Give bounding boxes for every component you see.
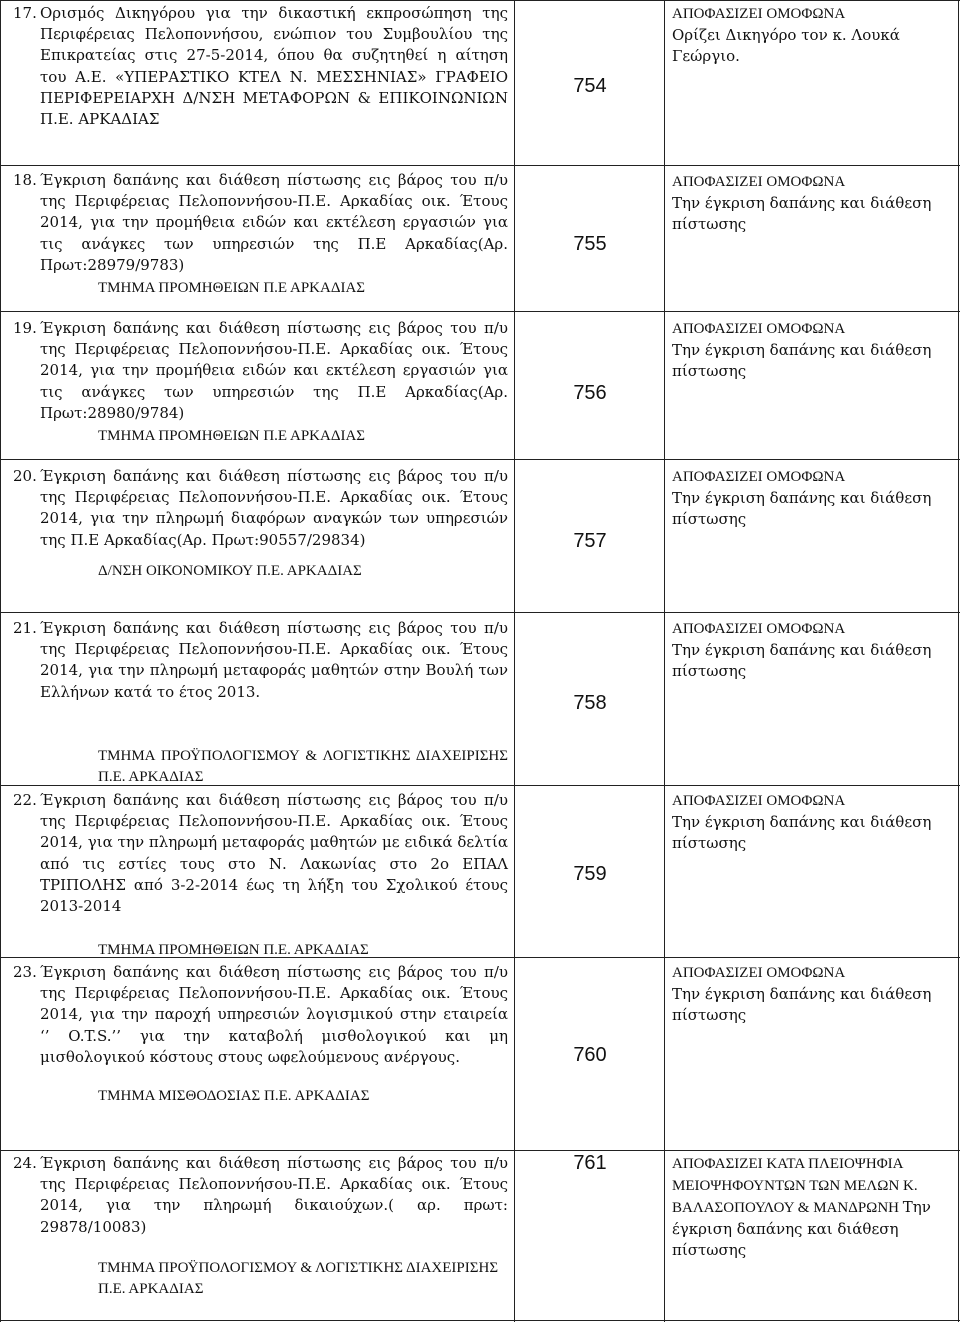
department-label: ΤΜΗΜΑ ΠΡΟΜΗΘΕΙΩΝ Π.Ε ΑΡΚΑΔΙΑΣ	[98, 280, 366, 297]
item-description: Έγκριση δαπάνης και διάθεση πίστωσης εις βάρος του π/υ της Περιφέρειας Πελοποννήσου-Π.Ε. Αρκαδίας οικ. Έτους 2014, για την πληρωμή μεταφοράς μαθητών στην Βουλή των Ελλήνων κατά το έτος 2013.	[40, 619, 508, 701]
item-number: 18.	[13, 171, 37, 189]
item-number: 17.	[13, 4, 37, 22]
decision-number: 756	[573, 382, 607, 404]
decision-cell	[672, 319, 954, 382]
decision-number: 761	[573, 1152, 607, 1174]
decision-cell	[672, 619, 954, 682]
item-description: Έγκριση δαπάνης και διάθεση πίστωσης εις βάρος του π/υ της Περιφέρειας Πελοποννήσου-Π.Ε. Αρκαδίας οικ. Έτους 2014, για την πληρωμή διαφόρων αναγκών των υπηρεσιών της Π.Ε Αρκαδίας(Αρ. Πρωτ:90557/29834)	[40, 467, 508, 549]
item-description: Έγκριση δαπάνης και διάθεση πίστωσης εις βάρος του π/υ της Περιφέρειας Πελοποννήσου-Π.Ε. Αρκαδίας οικ. Έτους 2014, για την πληρωμή δικαιούχων.( αρ. πρωτ: 29878/10083)	[40, 1154, 508, 1236]
decision-cell	[672, 791, 954, 854]
decision-heading: ΑΠΟΦΑΣΙΖΕΙ ΟΜΟΦΩΝΑ	[672, 469, 846, 485]
row-divider	[0, 311, 960, 312]
decision-number: 757	[573, 530, 607, 552]
decision-cell	[672, 963, 954, 1026]
decision-number: 755	[573, 233, 607, 255]
agenda-item-23	[13, 962, 508, 1107]
decision-text: Την έγκριση δαπάνης και διάθεση πίστωσης	[672, 1198, 931, 1259]
row-divider	[0, 1150, 960, 1151]
decision-text: Την έγκριση δαπάνης και διάθεση πίστωσης	[672, 341, 932, 380]
row-divider	[0, 459, 960, 460]
item-description: Έγκριση δαπάνης και διάθεση πίστωσης εις βάρος του π/υ της Περιφέρειας Πελοποννήσου-Π.Ε. Αρκαδίας οικ. Έτους 2014, για την παροχή υπηρεσιών λογισμικού στην εταιρεία ‘’ O.T.S.’’ για την καταβολή μισθολογικού και μη μισθολογικού κόστους στους ωφελούμενους ανέργους.	[40, 963, 508, 1066]
row-divider	[0, 612, 960, 613]
decision-cell	[672, 467, 954, 530]
agenda-item-22	[13, 790, 508, 917]
department-label: ΤΜΗΜΑ ΜΙΣΘΟΔΟΣΙΑΣ Π.Ε. ΑΡΚΑΔΙΑΣ	[98, 1088, 370, 1105]
item-number: 23.	[13, 963, 37, 981]
department-label: ΤΜΗΜΑ ΠΡΟΜΗΘΕΙΩΝ Π.Ε. ΑΡΚΑΔΙΑΣ	[98, 942, 369, 958]
item-number: 19.	[13, 319, 37, 337]
decision-heading: ΑΠΟΦΑΣΙΖΕΙ ΚΑΤΑ ΠΛΕΙΟΨΗΦΙΑ ΜΕΙΟΨΗΦΟΥΝΤΩΝ ΤΩΝ ΜΕΛΩΝ Κ. ΒΑΛΑΣΟΠΟΥΛΟΥ & ΜΑΝΔΡΩΝΗ	[672, 1156, 918, 1216]
decision-number: 759	[573, 863, 607, 885]
decision-cell	[672, 4, 954, 67]
department-label: ΤΜΗΜΑ ΠΡΟΜΗΘΕΙΩΝ Π.Ε ΑΡΚΑΔΙΑΣ	[98, 428, 366, 445]
decision-heading: ΑΠΟΦΑΣΙΖΕΙ ΟΜΟΦΩΝΑ	[672, 174, 846, 190]
item-description: Έγκριση δαπάνης και διάθεση πίστωσης εις βάρος του π/υ της Περιφέρειας Πελοποννήσου-Π.Ε. Αρκαδίας οικ. Έτους 2014, για την προμήθεια ειδών και εκτέλεση εργασιών για τις ανάγκες των υπηρεσιών της Π.Ε Αρκαδίας(Αρ. Πρωτ:28979/9783)	[40, 171, 508, 274]
decision-number: 758	[573, 692, 607, 714]
table-border-right	[958, 0, 959, 1322]
row-divider	[0, 165, 960, 166]
decision-text: Την έγκριση δαπάνης και διάθεση πίστωσης	[672, 813, 932, 852]
item-number: 22.	[13, 791, 37, 809]
decision-text: Την έγκριση δαπάνης και διάθεση πίστωσης	[672, 194, 932, 233]
column-divider	[664, 0, 665, 1322]
department-label: Δ/ΝΣΗ ΟΙΚΟΝΟΜΙΚΟΥ Π.Ε. ΑΡΚΑΔΙΑΣ	[98, 562, 362, 579]
agenda-item-17	[13, 3, 508, 130]
decision-heading: ΑΠΟΦΑΣΙΖΕΙ ΟΜΟΦΩΝΑ	[672, 321, 846, 337]
agenda-item-19	[13, 318, 508, 447]
agenda-item-18	[13, 170, 508, 299]
department-label: ΤΜΗΜΑ ΠΡΟΫΠΟΛΟΓΙΣΜΟΥ & ΛΟΓΙΣΤΙΚΗΣ ΔΙΑΧΕΙΡΙΣΗΣ Π.Ε. ΑΡΚΑΔΙΑΣ	[98, 1259, 499, 1298]
agenda-item-20	[13, 466, 508, 582]
decision-heading: ΑΠΟΦΑΣΙΖΕΙ ΟΜΟΦΩΝΑ	[672, 793, 846, 809]
item-description: Έγκριση δαπάνης και διάθεση πίστωσης εις βάρος του π/υ της Περιφέρειας Πελοποννήσου-Π.Ε. Αρκαδίας οικ. Έτους 2014, για την πληρωμή μεταφοράς μαθητών με ειδικά δελτία από τις εστίες τους στο Ν. Λακωνίας στο 2ο ΕΠΑΛ ΤΡΙΠΟΛΗΣ από 3-2-2014 έως τη λήξη του Σχολικού έτους 2013-2014	[40, 791, 508, 916]
decision-text: Την έγκριση δαπάνης και διάθεση πίστωσης	[672, 489, 932, 528]
table-border-left	[0, 0, 1, 1322]
decision-heading: ΑΠΟΦΑΣΙΖΕΙ ΟΜΟΦΩΝΑ	[672, 621, 846, 637]
item-number: 24.	[13, 1154, 37, 1172]
decision-heading: ΑΠΟΦΑΣΙΖΕΙ ΟΜΟΦΩΝΑ	[672, 6, 846, 22]
decision-text: Ορίζει Δικηγόρο τον κ. Λουκά Γεώργιο.	[672, 26, 900, 65]
row-divider	[0, 1320, 960, 1321]
column-divider	[514, 0, 515, 1322]
decision-text: Την έγκριση δαπάνης και διάθεση πίστωσης	[672, 985, 932, 1024]
decision-heading: ΑΠΟΦΑΣΙΖΕΙ ΟΜΟΦΩΝΑ	[672, 965, 846, 981]
decision-cell	[672, 172, 954, 235]
decision-cell	[672, 1153, 954, 1261]
row-divider	[0, 0, 960, 1]
item-number: 21.	[13, 619, 37, 637]
department-label: ΤΜΗΜΑ ΠΡΟΫΠΟΛΟΓΙΣΜΟΥ & ΛΟΓΙΣΤΙΚΗΣ ΔΙΑΧΕΙΡΙΣΗΣ Π.Ε. ΑΡΚΑΔΙΑΣ	[98, 748, 508, 785]
decision-text: Την έγκριση δαπάνης και διάθεση πίστωσης	[672, 641, 932, 680]
item-number: 20.	[13, 467, 37, 485]
decision-number: 760	[573, 1044, 607, 1066]
decision-number: 754	[573, 75, 607, 97]
item-description: Έγκριση δαπάνης και διάθεση πίστωσης εις βάρος του π/υ της Περιφέρειας Πελοποννήσου-Π.Ε. Αρκαδίας οικ. Έτους 2014, για την προμήθεια ειδών και εκτέλεση εργασιών για τις ανάγκες των υπηρεσιών της Π.Ε Αρκαδίας(Αρ. Πρωτ:28980/9784)	[40, 319, 508, 422]
agenda-item-21	[13, 618, 508, 703]
agenda-item-24	[13, 1153, 508, 1300]
item-description: Ορισμός Δικηγόρου για την δικαστική εκπροσώπηση της Περιφέρειας Πελοποννήσου, ενώπιον του Συμβουλίου της Επικρατείας στις 27-5-2014, όπου θα συζητηθεί η αίτηση του Α.Ε. «ΥΠΕΡΑΣΤΙΚΟ ΚΤΕΛ Ν. ΜΕΣΣΗΝΙΑΣ» ΓΡΑΦΕΙΟ ΠΕΡΙΦΕΡΕΙΑΡΧΗ Δ/ΝΣΗ ΜΕΤΑΦΟΡΩΝ & ΕΠΙΚΟΙΝΩΝΙΩΝ Π.Ε. ΑΡΚΑΔΙΑΣ	[40, 4, 508, 129]
